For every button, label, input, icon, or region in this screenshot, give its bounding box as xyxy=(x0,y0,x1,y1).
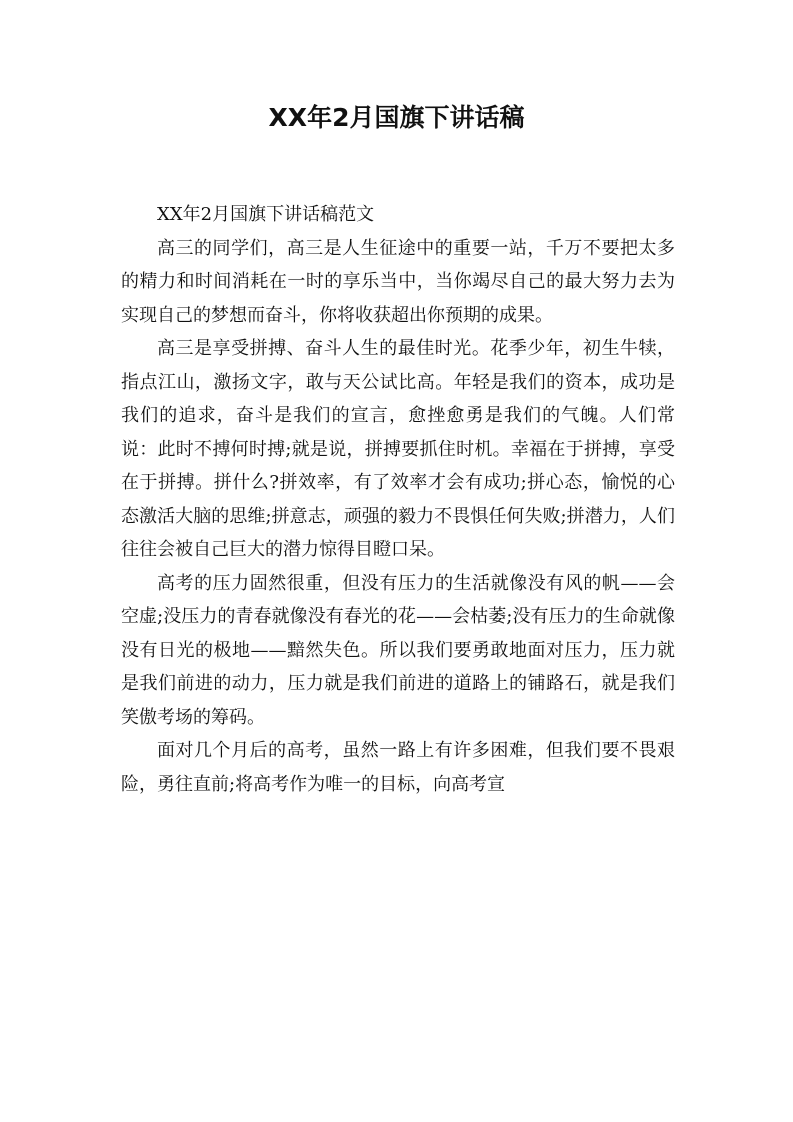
paragraph-subtitle: XX年2月国旗下讲话稿范文 xyxy=(157,204,375,225)
paragraph: 高考的压力固然很重，但没有压力的生活就像没有风的帆——会空虚;没压力的青春就像没有春光的花——会枯萎;没有压力的生命就像没有日光的极地——黯然失色。所以我们要勇敢地面对压力，压力就是我们前进的动力，压力就是我们前进的道路上的铺路石，就是我们笑傲考场的筹码。 xyxy=(121,572,675,728)
paragraph: 高三的同学们，高三是人生征途中的重要一站，千万不要把太多的精力和时间消耗在一时的享乐当中，当你竭尽自己的最大努力去为实现自己的梦想而奋斗，你将收获超出你预期的成果。 xyxy=(121,237,675,326)
document-body xyxy=(121,198,675,801)
document-title: XX年2月国旗下讲话稿 xyxy=(268,103,525,132)
paragraph: 高三是享受拼搏、奋斗人生的最佳时光。花季少年，初生牛犊，指点江山，激扬文字，敢与天公试比高。年轻是我们的资本，成功是我们的追求，奋斗是我们的宣言，愈挫愈勇是我们的气魄。人们常说：此时不搏何时搏;就是说，拼搏要抓住时机。幸福在于拼搏，享受在于拼搏。拼什么?拼效率，有了效率才会有成功;拼心态，愉悦的心态激活大脑的思维;拼意志，顽强的毅力不畏惧任何失败;拼潜力，人们往往会被自己巨大的潜力惊得目瞪口呆。 xyxy=(121,338,675,560)
paragraph: 面对几个月后的高考，虽然一路上有许多困难，但我们要不畏艰险，勇往直前;将高考作为唯一的目标，向高考宣 xyxy=(121,740,675,795)
